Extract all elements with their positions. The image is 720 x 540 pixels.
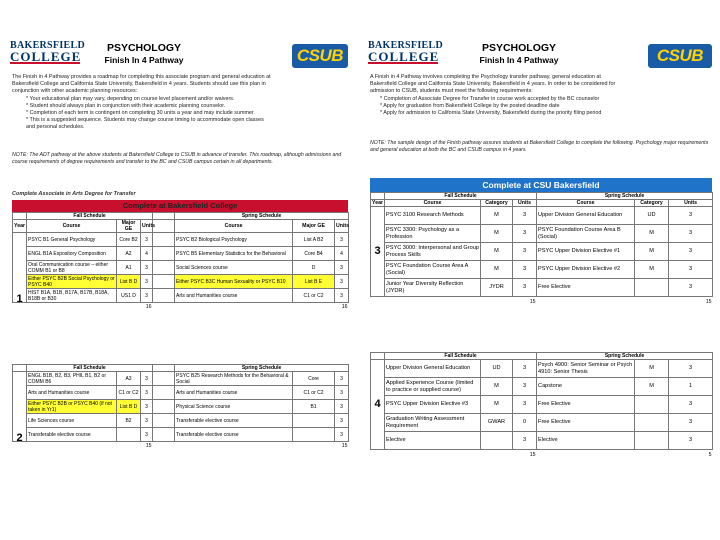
course-cell: PSYC B2 Biological Psychology xyxy=(175,233,293,247)
category-cell: M xyxy=(481,225,513,243)
course-cell: Free Elective xyxy=(537,414,635,432)
course-cell: Elective xyxy=(385,432,481,450)
category-cell: UD xyxy=(481,360,513,378)
category-cell: M xyxy=(635,225,669,243)
spacer-cell xyxy=(153,247,175,261)
units-cell: 1 xyxy=(669,378,713,396)
ge-cell: List B D xyxy=(117,400,141,414)
table-row xyxy=(13,275,349,289)
year4-table: Fall Schedule Spring Schedule 4 Upper Division General Education UD 3 Psych 4900: Senior Seminar or Psych 4910: Senior Thesis M 3 Applied Experience Course (limited to practice or supplied course) M 3 Capstone M 1 PSYC Upper Division Elective #3 M 3 Free Elective 3 Graduation Writing Assessment Requirement GWAR 0 Free Elective 3 Elective 3 Elective 3 15 5 xyxy=(370,352,713,460)
table-row xyxy=(371,360,713,378)
category-cell: GWAR xyxy=(481,414,513,432)
units-cell: 3 xyxy=(335,275,349,289)
intro-text: The Finish in 4 Pathway provides a roadmap for completing this associate program and general education at Bakersfield College and California State University, Bakersfield in 4 years. Students should use this plan in conjunction with other academic planning resources: * Your educational plan may vary, depending on course level placement and/or waivers. * Student should always plan in conjunction with their academic planning counselor. * Completion of each term is contingent on completing 30 units a year and may include summer. * This is a suggested sequence. Students may change course timing to accommodate open classes and personal schedules. xyxy=(12,74,271,131)
spring-total: 16 xyxy=(341,303,348,310)
course-cell: Transferable elective course xyxy=(175,414,293,428)
intro-text: A Finish in 4 Pathway involves completing the Psychology transfer pathway, general education at Bakersfield College and California State University, Bakersfield in 4 years. In order to be considered for admission to CSUB, students must meet the following requirements: * Completion of Associate Degree for Transfer in course work accepted by the BC counselor * Apply for graduation from Bakersfield College by the posted deadline date * Apply for admission to California State University, Bakersfield during the priority filing period xyxy=(370,74,616,117)
units-cell: 3 xyxy=(513,279,537,297)
course-cell: PSYC 3300: Psychology as a Profession xyxy=(385,225,481,243)
left-page xyxy=(6,34,352,540)
course-cell: Social Sciences course xyxy=(175,261,293,275)
course-cell: PSYC 3100 Research Methods xyxy=(385,207,481,225)
table-row xyxy=(13,289,349,303)
spacer-cell xyxy=(153,400,175,414)
table-row xyxy=(13,247,349,261)
csub-banner: Complete at CSU Bakersfield xyxy=(370,178,712,192)
category-cell: M xyxy=(481,396,513,414)
spacer-cell xyxy=(153,428,175,442)
category-cell: M xyxy=(635,360,669,378)
spacer-cell xyxy=(153,261,175,275)
units-cell: 3 xyxy=(335,400,349,414)
course-cell: ENGL B1A Expository Composition xyxy=(27,247,117,261)
course-cell: Upper Division General Education xyxy=(385,360,481,378)
associate-banner: Complete Associate in Arts Degree for Transfer xyxy=(12,191,136,197)
year1-table: Fall Schedule Spring Schedule Year Course Major GE Units Course Major GE Units 1 PSYC B1 General Psychology Core B2 3 PSYC B2 Biological Psychology List A B2 3 ENGL B1A Expository Composition A2 4 PSYC B5 Elementary Statistics for the Behavioral Core B4 4 Oral Communication course – either COMM B1 or B8 A1 3 Social Sciences course D 3 Either PSYC B2B Social Psychology or PSYC B40 List B D 3 Either PSYC B3C Human Sexuality or PSYC B10 List B E 3 HIST B1A, B1B, B17A, B17B, B18A, B18B or B30 US1 D 3 Arts and Humanities course C1 or C2 3 16 16 xyxy=(14,213,349,310)
course-cell: PSYC Foundation Course Area A (Social) xyxy=(385,261,481,279)
units-cell: 3 xyxy=(513,225,537,243)
course-cell: Graduation Writing Assessment Requirement xyxy=(385,414,481,432)
course-cell: Arts and Humanities course xyxy=(175,289,293,303)
units-cell: 3 xyxy=(141,400,153,414)
table-row xyxy=(371,396,713,414)
category-cell: M xyxy=(635,261,669,279)
units-cell: 3 xyxy=(513,432,537,450)
units-cell: 3 xyxy=(141,386,153,400)
table-row xyxy=(13,261,349,275)
category-cell xyxy=(635,279,669,297)
course-cell: Free Elective xyxy=(537,279,635,297)
category-cell: M xyxy=(481,261,513,279)
ge-cell: Core xyxy=(293,372,335,386)
spacer-cell xyxy=(153,386,175,400)
ge-cell: A1 xyxy=(117,261,141,275)
course-cell: PSYC Foundation Course Area B (Social) xyxy=(537,225,635,243)
ge-cell xyxy=(117,428,141,442)
table-row xyxy=(13,372,349,386)
ge-cell: Core B2 xyxy=(117,233,141,247)
course-cell: ENGL B1B, B2, B3, PHIL B1, B2 or COMM B6 xyxy=(27,372,117,386)
units-cell: 3 xyxy=(141,261,153,275)
units-cell: 3 xyxy=(141,428,153,442)
category-cell: M xyxy=(635,378,669,396)
spacer-cell xyxy=(153,275,175,289)
ge-cell: C1 or C2 xyxy=(293,386,335,400)
course-cell: PSYC B5 Elementary Statistics for the Behavioral xyxy=(175,247,293,261)
units-cell: 3 xyxy=(669,279,713,297)
category-cell xyxy=(635,396,669,414)
table-row xyxy=(13,400,349,414)
right-page xyxy=(364,34,716,540)
ge-cell: Core B4 xyxy=(293,247,335,261)
year-cell: 2 xyxy=(13,372,27,442)
ge-cell: A2 xyxy=(117,247,141,261)
top-bar xyxy=(0,0,720,34)
category-cell: M xyxy=(481,243,513,261)
ge-cell xyxy=(293,428,335,442)
category-cell: M xyxy=(481,378,513,396)
note-text: NOTE: The ADT pathway at the above students at Bakersfield College to CSUB in advance of transfer. This roadmap, although admissions and course requirements of degree requirements and transfer to the BC and CSUB campus certain in all departments. xyxy=(12,152,342,165)
category-cell: JYDR xyxy=(481,279,513,297)
units-cell: 3 xyxy=(669,396,713,414)
spring-header: Spring Schedule xyxy=(175,365,349,372)
units-cell: 3 xyxy=(335,233,349,247)
course-cell: Elective xyxy=(537,432,635,450)
spring-total: 15 xyxy=(341,442,348,449)
category-cell xyxy=(635,432,669,450)
bakersfield-college-logo: BAKERSFIELD COLLEGE xyxy=(10,40,85,64)
category-cell xyxy=(481,432,513,450)
course-cell: Psych 4900: Senior Seminar or Psych 4910: Senior Thesis xyxy=(537,360,635,378)
course-cell: Life Sciences course xyxy=(27,414,117,428)
units-cell: 3 xyxy=(669,432,713,450)
csub-logo: CSUB xyxy=(648,44,712,68)
spacer-cell xyxy=(153,289,175,303)
category-cell: M xyxy=(481,207,513,225)
bakersfield-college-logo: BAKERSFIELD COLLEGE xyxy=(368,40,443,64)
course-cell: Capstone xyxy=(537,378,635,396)
spacer-cell xyxy=(153,233,175,247)
spacer-cell xyxy=(153,414,175,428)
units-cell: 3 xyxy=(513,396,537,414)
year-cell: 3 xyxy=(371,207,385,297)
table-row xyxy=(371,279,713,297)
units-cell: 3 xyxy=(513,207,537,225)
units-cell: 3 xyxy=(141,289,153,303)
ge-cell: A3 xyxy=(117,372,141,386)
ge-cell: List B D xyxy=(117,275,141,289)
ge-cell: C1 or C2 xyxy=(117,386,141,400)
year-cell: 1 xyxy=(13,233,27,303)
table-row xyxy=(371,378,713,396)
course-cell: PSYC Upper Division Elective #1 xyxy=(537,243,635,261)
table-row xyxy=(371,432,713,450)
fall-total: 15 xyxy=(529,298,536,305)
ge-cell: C1 or C2 xyxy=(293,289,335,303)
ge-cell: US1 D xyxy=(117,289,141,303)
course-cell: Transferable elective course xyxy=(175,428,293,442)
units-cell: 3 xyxy=(335,261,349,275)
units-cell: 3 xyxy=(335,289,349,303)
bakersfield-banner: Complete at Bakersfield College xyxy=(12,200,348,212)
right-header xyxy=(368,40,712,76)
year2-table xyxy=(12,364,349,450)
year3-table: Fall Schedule Spring Schedule Year Course Category Units Course Category Units 3 PSYC 3100 Research Methods M 3 Upper Division General Education UD 3 PSYC 3300: Psychology as a Profession M 3 PSYC Foundation Course Area B (Social) M 3 PSYC 3000: Interpersonal and Group Process Skills M 3 PSYC Upper Division Elective #1 M 3 PSYC Foundation Course Area A (Social) M 3 PSYC Upper Division Elective #2 M 3 Junior Year Diversity Reflection (JYDR) JYDR 3 Free Elective 3 15 15 xyxy=(372,193,712,305)
page-title: PSYCHOLOGY Finish In 4 Pathway xyxy=(104,42,184,65)
spring-total: 15 xyxy=(705,298,712,305)
units-cell: 3 xyxy=(669,414,713,432)
spacer-cell xyxy=(153,372,175,386)
units-cell: 3 xyxy=(335,372,349,386)
course-cell: Either PSYC B2B or PSYC B40 (if not taken in Yr1) xyxy=(27,400,117,414)
table-row xyxy=(13,386,349,400)
table-row xyxy=(13,414,349,428)
ge-cell: List A B2 xyxy=(293,233,335,247)
units-cell: 3 xyxy=(141,372,153,386)
units-cell: 3 xyxy=(669,207,713,225)
course-cell: PSYC Upper Division Elective #2 xyxy=(537,261,635,279)
ge-cell xyxy=(293,414,335,428)
units-cell: 4 xyxy=(141,247,153,261)
course-cell: Arts and Humanities course xyxy=(27,386,117,400)
units-cell: 3 xyxy=(669,360,713,378)
course-cell: Either PSYC B3C Human Sexuality or PSYC B10 xyxy=(175,275,293,289)
table-row xyxy=(371,225,713,243)
course-cell: Oral Communication course – either COMM B1 or B8 xyxy=(27,261,117,275)
units-cell: 3 xyxy=(669,261,713,279)
units-cell: 3 xyxy=(513,243,537,261)
units-cell: 3 xyxy=(669,243,713,261)
table-row xyxy=(371,414,713,432)
units-cell: 3 xyxy=(335,428,349,442)
units-cell: 3 xyxy=(141,275,153,289)
spring-header: Spring Schedule xyxy=(175,213,349,220)
course-cell: Free Elective xyxy=(537,396,635,414)
course-cell: PSYC B1 General Psychology xyxy=(27,233,117,247)
course-cell: Physical Science course xyxy=(175,400,293,414)
units-cell: 3 xyxy=(141,233,153,247)
left-header xyxy=(10,40,348,76)
fall-total: 15 xyxy=(529,451,536,458)
course-cell: PSYC Upper Division Elective #3 xyxy=(385,396,481,414)
year-cell: 4 xyxy=(371,360,385,450)
course-cell: HIST B1A, B1B, B17A, B17B, B18A, B18B or B30 xyxy=(27,289,117,303)
ge-cell: B2 xyxy=(117,414,141,428)
table-row xyxy=(371,207,713,225)
course-cell: Either PSYC B2B Social Psychology or PSYC B40 xyxy=(28,275,115,288)
page-title: PSYCHOLOGY Finish In 4 Pathway xyxy=(479,42,559,65)
table-row xyxy=(13,428,349,442)
course-cell: Junior Year Diversity Reflection (JYDR) xyxy=(385,279,481,297)
units-cell: 4 xyxy=(335,247,349,261)
fall-header: Fall Schedule xyxy=(27,365,153,372)
course-cell: PSYC B25 Research Methods for the Behavioral & Social xyxy=(175,372,293,386)
fall-total: 16 xyxy=(145,303,152,310)
ge-cell: D xyxy=(293,261,335,275)
table-row xyxy=(13,233,349,247)
fall-total: 15 xyxy=(145,442,152,449)
table-row xyxy=(371,261,713,279)
table-row xyxy=(371,243,713,261)
ge-cell: B1 xyxy=(293,400,335,414)
units-cell: 3 xyxy=(513,360,537,378)
course-cell: Applied Experience Course (limited to practice or supplied course) xyxy=(385,378,481,396)
spring-total: 5 xyxy=(708,451,712,458)
category-cell: UD xyxy=(635,207,669,225)
category-cell: M xyxy=(635,243,669,261)
note-text: NOTE: The sample design of the Finish pathway assures students at Bakersfield College to complete the following. Psychology major requirements and general education at both the BC and CSUB campus in 4 years. xyxy=(370,140,709,153)
units-cell: 3 xyxy=(335,414,349,428)
fall-header: Fall Schedule xyxy=(27,213,153,220)
units-cell: 3 xyxy=(141,414,153,428)
ge-cell: List B E xyxy=(293,275,335,289)
units-cell: 3 xyxy=(669,225,713,243)
units-cell: 3 xyxy=(513,261,537,279)
units-cell: 3 xyxy=(335,386,349,400)
course-cell: Transferable elective course xyxy=(27,428,117,442)
category-cell xyxy=(635,414,669,432)
course-cell: Arts and Humanities course xyxy=(175,386,293,400)
course-cell: PSYC 3000: Interpersonal and Group Process Skills xyxy=(385,243,481,261)
course-cell: Upper Division General Education xyxy=(537,207,635,225)
csub-logo: CSUB xyxy=(292,44,348,68)
units-cell: 3 xyxy=(513,378,537,396)
units-cell: 0 xyxy=(513,414,537,432)
